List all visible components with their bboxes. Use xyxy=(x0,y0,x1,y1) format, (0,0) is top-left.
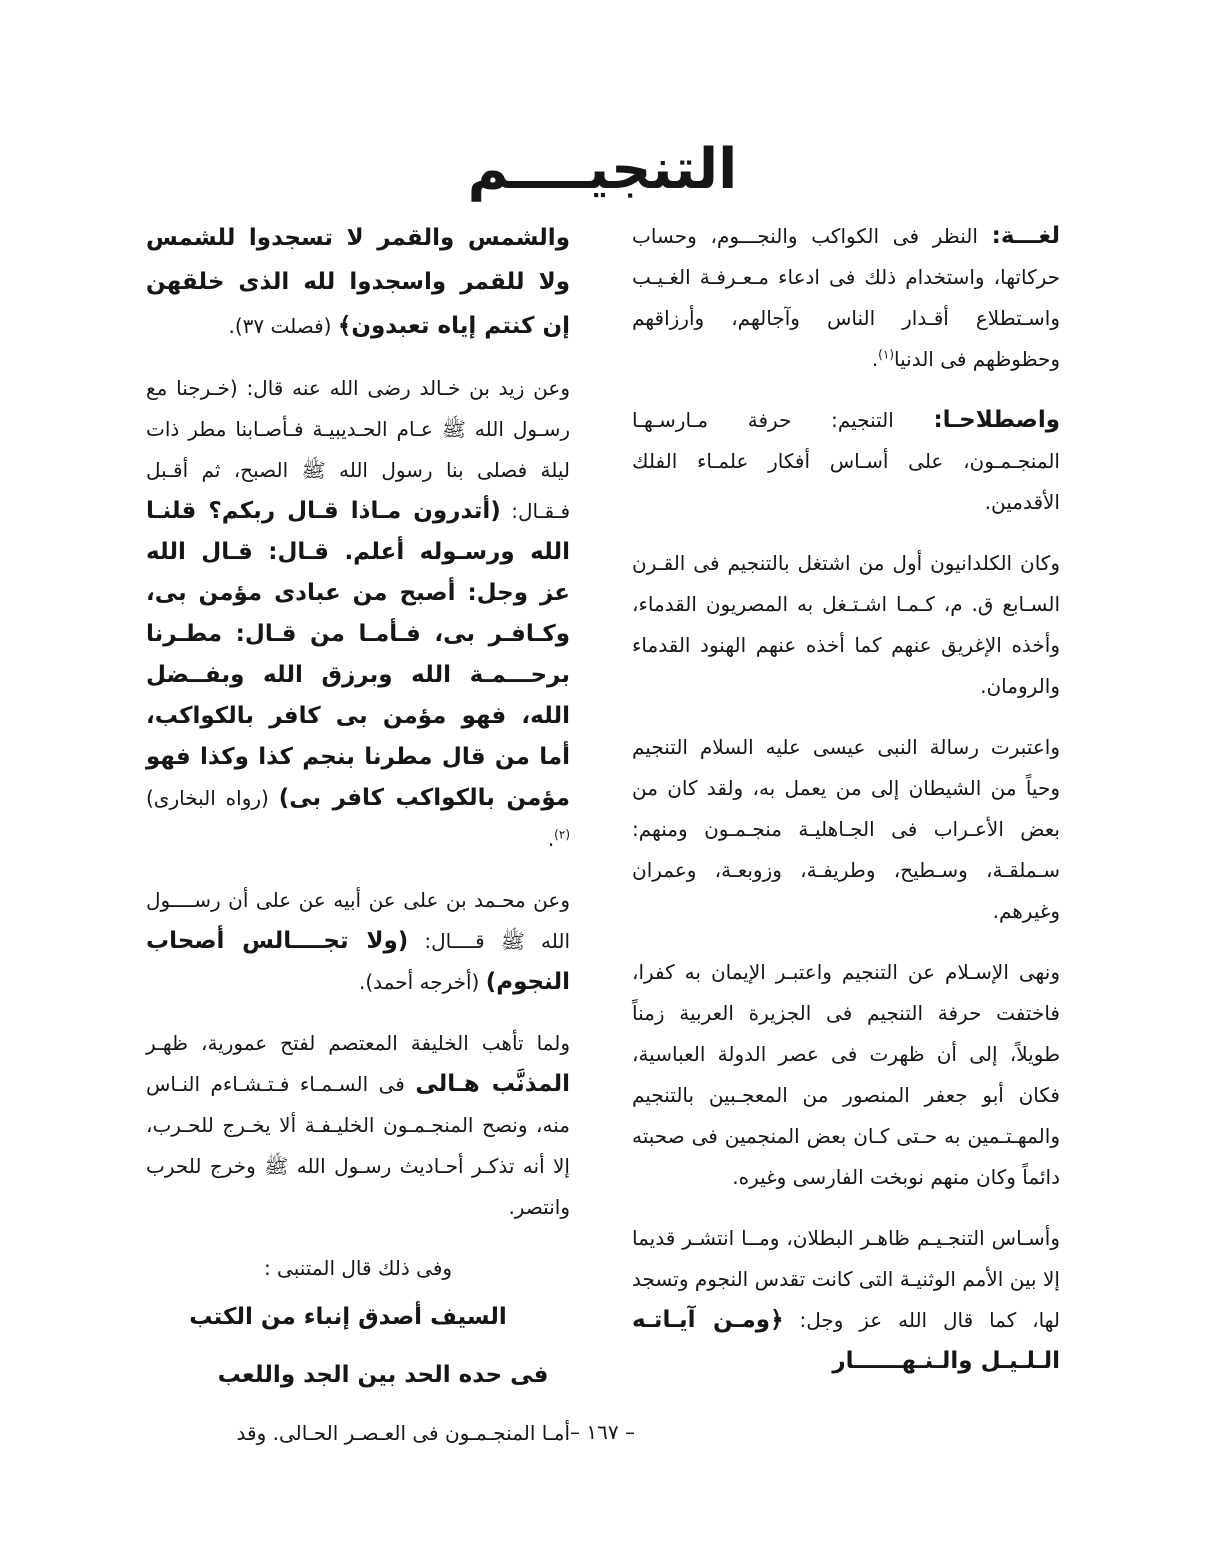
footnote-marker[interactable]: (٢) xyxy=(554,827,570,842)
paragraph-modern-astrologers: أمـا المنجـمـون فى العـصـر الحـالى. وقد xyxy=(236,1421,570,1445)
quran-quote: ﴿ومـن آيـاتـه الـلـيـل والـنـهــــــار xyxy=(632,1307,1060,1374)
hadith-text: (أتدرون مـاذا قـال ربكم؟ قلنـا الله ورسـوله أعلم. قـال: قـال الله عز وجل: أصبح من عبادى مؤمن بى، وكـافـر بى، فـأمـا من قـال: مطـرنا برحـــمـة الله وبرزق الله وبفــضل الله، فهو مؤمن بى كافر بالكواكب، أما من قال مطرنا بنجم كذا وكذا فهو مؤمن بالكواكب كافر بى) xyxy=(146,498,570,811)
left-column xyxy=(146,216,570,1474)
paragraph-history: وكان الكلدانيون أول من اشتغل بالتنجيم فى القـرن السـابع ق. م، كـمـا اشـتـغل به المصريون القدماء، وأخذه الإغريق عنهم كما أخذه عنهم الهنود القدماء والرومان. xyxy=(632,551,1060,698)
hadith-intro: وعن محـمد بن على عن أبيه عن على أن رســــول الله ﷺ قــــال: xyxy=(146,888,571,953)
paragraph-jesus: واعتبرت رسالة النبى عيسى عليه السلام التنجيم وحياً من الشيطان إلى من يعمل به، ولقد كان من بعض الأعـراب فى الجـاهليـة منجـمـون ومنهم: سـملقـة، وسـطيح، وطريفـة، وزوبعـة، وعمران وغيرهم. xyxy=(632,735,1060,923)
definition-text: النظر فى الكواكب والنجـــوم، وحساب حركاتها، واستخدام ذلك فى ادعاء مـعـرفـة الغـيـب واسـتطلاع أقـدار الناس وآجالهم، وأرزاقهم وحظوظهم فى الدنيا xyxy=(632,224,1060,371)
paragraph-mutasim xyxy=(146,1023,570,1228)
paragraph-language-definition: لغـــة: النظر فى الكواكب والنجـــوم، وحساب حركاتها، واستخدام ذلك فى ادعاء مـعـرفـة الغـيـب واسـتطلاع أقـدار الناس وآجالهم، وأرزاقهم وحظوظهم فى الدنيا$^{(١)}$. xyxy=(632,223,1060,371)
poem-verse-2: فى حده الحد بين الجد واللعب xyxy=(217,1362,549,1388)
quran-quote-text: والشمس والقمر لا تسجدوا للشمس ولا للقمر واسجدوا لله الذى خلقهن إن كنتم إياه تعبدون﴾ xyxy=(146,225,570,339)
term-technical: واصطلاحـا: xyxy=(933,407,1060,433)
paragraph-basis xyxy=(632,1218,1060,1382)
mutasim-text: ولما تأهب الخليفة المعتصم لفتح عمورية، ظهـر xyxy=(146,1031,570,1055)
quran-reference: (فصلت ٣٧). xyxy=(228,314,338,338)
term-language: لغـــة: xyxy=(991,223,1060,249)
page-number: – ١٦٧ – xyxy=(570,1420,635,1444)
poem-intro: وفى ذلك قال المتنبى : xyxy=(263,1256,453,1280)
hadith-text: (ولا تجــــالس أصحاب النجوم) xyxy=(146,928,570,995)
right-column xyxy=(632,216,1060,1402)
hadith-source: (أخرجه أحمد). xyxy=(359,970,486,994)
halley-comet: المذنَّب هـالى xyxy=(415,1071,570,1097)
basis-text: وأسـاس التنجـيـم ظاهـر البطلان، ومــا انتشـر قديما إلا بين الأمم الوثنيـة التى كانت تقدس النجوم وتسجد لها، كما قال الله عز وجل: xyxy=(632,1226,1060,1332)
hadith-ali xyxy=(146,880,570,1003)
definition-text: التنجيم: حرفة مـارسـهـا المنجـمـون، على أسـاس أفكار علمـاء الفلك الأقدمين. xyxy=(632,408,1060,514)
quran-quote-continuation xyxy=(146,216,570,348)
poem-verse-1: السيف أصدق إنباء من الكتب xyxy=(189,1304,507,1330)
page-title: التنجيــــم xyxy=(467,137,738,202)
mutasim-text-cont: فى السـمـاء فـتـشـاءم النـاس منه، ونصح المنجـمـون الخليـفـة ألا يخـرج للحـرب، إلا أنه تذكـر أحـاديث رسـول الله ﷺ وخرج للحرب وانتصر. xyxy=(146,1072,570,1219)
paragraph-islam: ونهى الإسـلام عن التنجيم واعتبـر الإيمان به كفرا، فاختفت حرفة التنجيم فى الجزيرة العربية زمناً طويلاً، إلى أن ظهرت فى عصر الدولة العباسية، فكان أبو جعفر المنصور من المعجـبين بالتنجيم والمهـتـمين به حـتى كـان بعض المنجمين فى صحبته دائماً وكان منهم نوبخت الفارسى وغيره. xyxy=(632,960,1060,1189)
footnote-marker[interactable]: (١) xyxy=(878,347,894,362)
hadith-zaid: وعن زيد بن خـالد رضى الله عنه قال: (خـرجنا مع رسـول الله ﷺ عـام الحـديبيـة فـأصـابنا مطر ذات ليلة فصلى بنا رسول الله ﷺ الصبح، ثم أقـبل فـقـال: (أتدرون مـاذا قـال ربكم؟ قلنـا الله ورسـوله أعلم. قـال: قـال الله عز وجل: أصبح من عبادى مؤمن بى، وكـافـر بى، فـأمـا من قـال: مطـرنا برحـــمـة الله وبرزق الله وبفــضل الله، فهو مؤمن بى كافر بالكواكب، أما من قال مطرنا بنجم كذا وكذا فهو مؤمن بالكواكب كافر بى) (رواه البخارى)$^{(٢)}$. xyxy=(146,376,571,851)
hadith-source: (رواه البخارى) xyxy=(146,786,279,810)
hadith-intro: وعن زيد بن خـالد رضى الله عنه قال: (خـرجنا مع رسـول الله ﷺ عـام الحـديبيـة فـأصـابنا مطر ذات ليلة فصلى بنا رسول الله ﷺ الصبح، ثم أقـبل فـقـال: xyxy=(146,376,571,523)
paragraph-technical-definition xyxy=(632,400,1060,523)
